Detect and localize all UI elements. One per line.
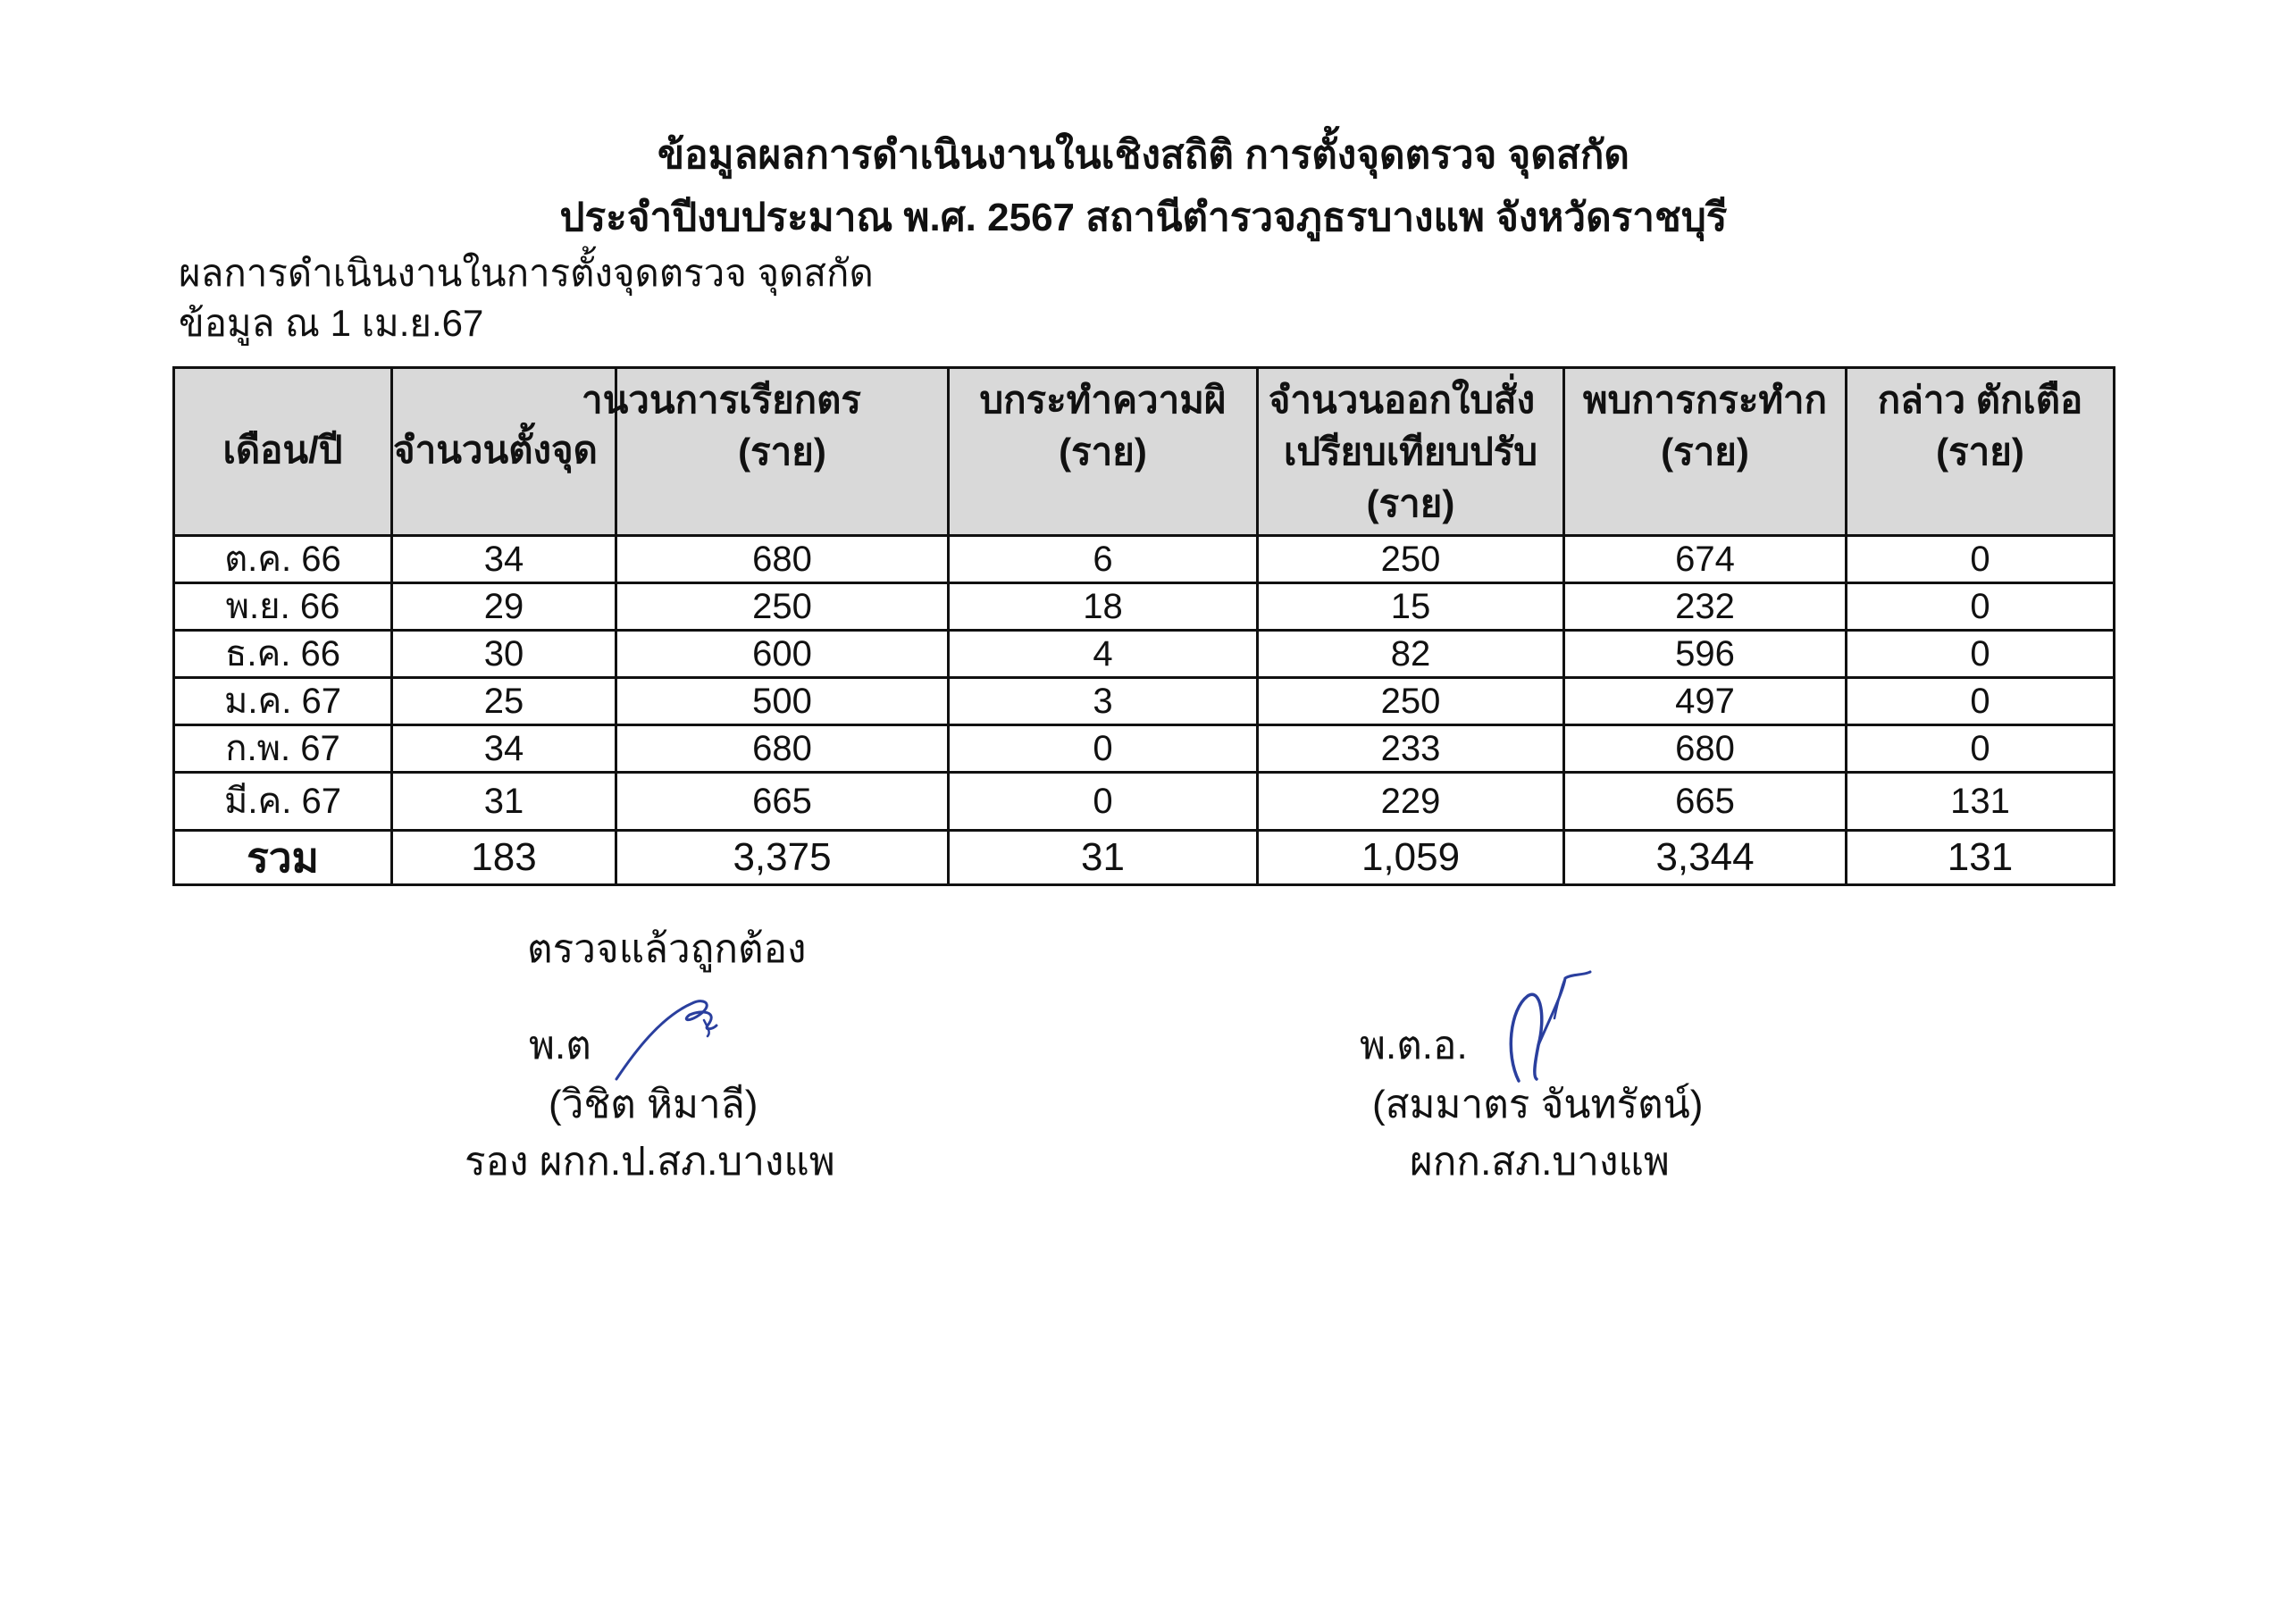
left-signer-position: รอง ผกก.ป.สภ.บางแพ bbox=[465, 1140, 835, 1184]
header-label: จำนวนตั้งจุด bbox=[393, 429, 598, 471]
table-cell: 34 bbox=[392, 536, 616, 583]
table-cell: 34 bbox=[392, 725, 616, 773]
table-cell: 0 bbox=[949, 773, 1258, 831]
table-cell: 0 bbox=[1847, 725, 2115, 773]
table-cell: 30 bbox=[392, 631, 616, 678]
total-cell: 31 bbox=[949, 831, 1258, 885]
header-unit-2: (ราย) bbox=[1366, 482, 1455, 524]
table-row bbox=[174, 631, 2115, 678]
table-cell: พ.ย. 66 bbox=[174, 583, 392, 631]
header-month-year bbox=[174, 368, 392, 536]
table-cell: 31 bbox=[392, 773, 616, 831]
total-cell: 183 bbox=[392, 831, 616, 885]
table-cell: 497 bbox=[1564, 678, 1847, 725]
header-tickets bbox=[1258, 368, 1564, 536]
header-unit: (ราย) bbox=[1661, 431, 1749, 473]
left-signer-name: (วิชิต หิมาลี) bbox=[549, 1083, 758, 1126]
table-cell: 131 bbox=[1847, 773, 2115, 831]
table-cell: ก.พ. 67 bbox=[174, 725, 392, 773]
header-warnings bbox=[1847, 368, 2115, 536]
right-signature-image bbox=[1501, 965, 1608, 1090]
left-signer-rank: พ.ต bbox=[529, 1024, 591, 1067]
table-cell: 665 bbox=[1564, 773, 1847, 831]
table-cell: 596 bbox=[1564, 631, 1847, 678]
table-cell: 680 bbox=[616, 536, 949, 583]
table-cell: 6 bbox=[949, 536, 1258, 583]
table-header-row bbox=[174, 368, 2115, 536]
table-cell: 250 bbox=[1258, 536, 1564, 583]
table-row bbox=[174, 725, 2115, 773]
table-cell: 15 bbox=[1258, 583, 1564, 631]
table-cell: 4 bbox=[949, 631, 1258, 678]
right-signer-position: ผกก.สภ.บางแพ bbox=[1410, 1140, 1670, 1184]
table-row bbox=[174, 773, 2115, 831]
table-cell: 600 bbox=[616, 631, 949, 678]
table-cell: 0 bbox=[1847, 583, 2115, 631]
table-cell: 680 bbox=[616, 725, 949, 773]
right-signer-name: (สมมาตร จันทรัตน์) bbox=[1372, 1083, 1704, 1126]
total-cell: 131 bbox=[1847, 831, 2115, 885]
total-label: รวม bbox=[174, 831, 392, 885]
table-cell: 0 bbox=[949, 725, 1258, 773]
table-cell: 233 bbox=[1258, 725, 1564, 773]
table-cell: 0 bbox=[1847, 678, 2115, 725]
document-subtitle: ผลการดำเนินงานในการตั้งจุดตรวจ จุดสกัด bbox=[179, 252, 874, 294]
table-cell: 0 bbox=[1847, 536, 2115, 583]
document-title-line-2: ประจำปีงบประมาณ พ.ศ. 2567 สถานีตำรวจภูธรบางแพ จังหวัดราชบุรี bbox=[559, 196, 1728, 239]
header-label: เดือน/ปี bbox=[222, 429, 343, 471]
table-total-row bbox=[174, 831, 2115, 885]
header-unit: (ราย) bbox=[738, 431, 826, 473]
total-cell: 3,344 bbox=[1564, 831, 1847, 885]
header-stops bbox=[582, 368, 949, 536]
header-unit: (ราย) bbox=[1936, 431, 2024, 473]
header-label: บกระทำความผิ bbox=[979, 379, 1227, 421]
table-cell: 29 bbox=[392, 583, 616, 631]
header-label: พบการกระทำก bbox=[1582, 379, 1828, 421]
table-cell: ธ.ค. 66 bbox=[174, 631, 392, 678]
table-row bbox=[174, 536, 2115, 583]
table-row bbox=[174, 583, 2115, 631]
right-signer-rank: พ.ต.อ. bbox=[1360, 1024, 1468, 1067]
table-cell: 500 bbox=[616, 678, 949, 725]
table-row bbox=[174, 678, 2115, 725]
table-cell: 232 bbox=[1564, 583, 1847, 631]
total-cell: 3,375 bbox=[616, 831, 949, 885]
table-cell: 250 bbox=[616, 583, 949, 631]
table-cell: มี.ค. 67 bbox=[174, 773, 392, 831]
table-cell: 674 bbox=[1564, 536, 1847, 583]
data-as-of-date: ข้อมูล ณ 1 เม.ย.67 bbox=[179, 302, 484, 344]
table-cell: 229 bbox=[1258, 773, 1564, 831]
table-cell: 18 bbox=[949, 583, 1258, 631]
header-violations-found bbox=[1564, 368, 1847, 536]
table-cell: 250 bbox=[1258, 678, 1564, 725]
table-cell: 680 bbox=[1564, 725, 1847, 773]
table-cell: 665 bbox=[616, 773, 949, 831]
total-cell: 1,059 bbox=[1258, 831, 1564, 885]
header-label: จำนวนออกใบสั่ง bbox=[1268, 379, 1536, 421]
table-cell: 0 bbox=[1847, 631, 2115, 678]
statistics-table bbox=[172, 366, 2115, 886]
verified-label: ตรวจแล้วถูกต้อง bbox=[527, 927, 807, 971]
header-label: กล่าว ตักเตือ bbox=[1877, 379, 2083, 421]
table-cell: 3 bbox=[949, 678, 1258, 725]
header-offenses bbox=[949, 368, 1258, 536]
header-unit: เปรียบเทียบปรับ bbox=[1283, 431, 1538, 473]
table-cell: ต.ค. 66 bbox=[174, 536, 392, 583]
left-signature-image bbox=[607, 990, 750, 1088]
table-cell: ม.ค. 67 bbox=[174, 678, 392, 725]
header-label: านวนการเรียกตร bbox=[582, 379, 861, 421]
header-unit: (ราย) bbox=[1059, 431, 1147, 473]
document-title-line-1: ข้อมูลผลการดำเนินงานในเชิงสถิติ การตั้งจุดตรวจ จุดสกัด bbox=[658, 133, 1629, 177]
table-cell: 25 bbox=[392, 678, 616, 725]
table-cell: 82 bbox=[1258, 631, 1564, 678]
